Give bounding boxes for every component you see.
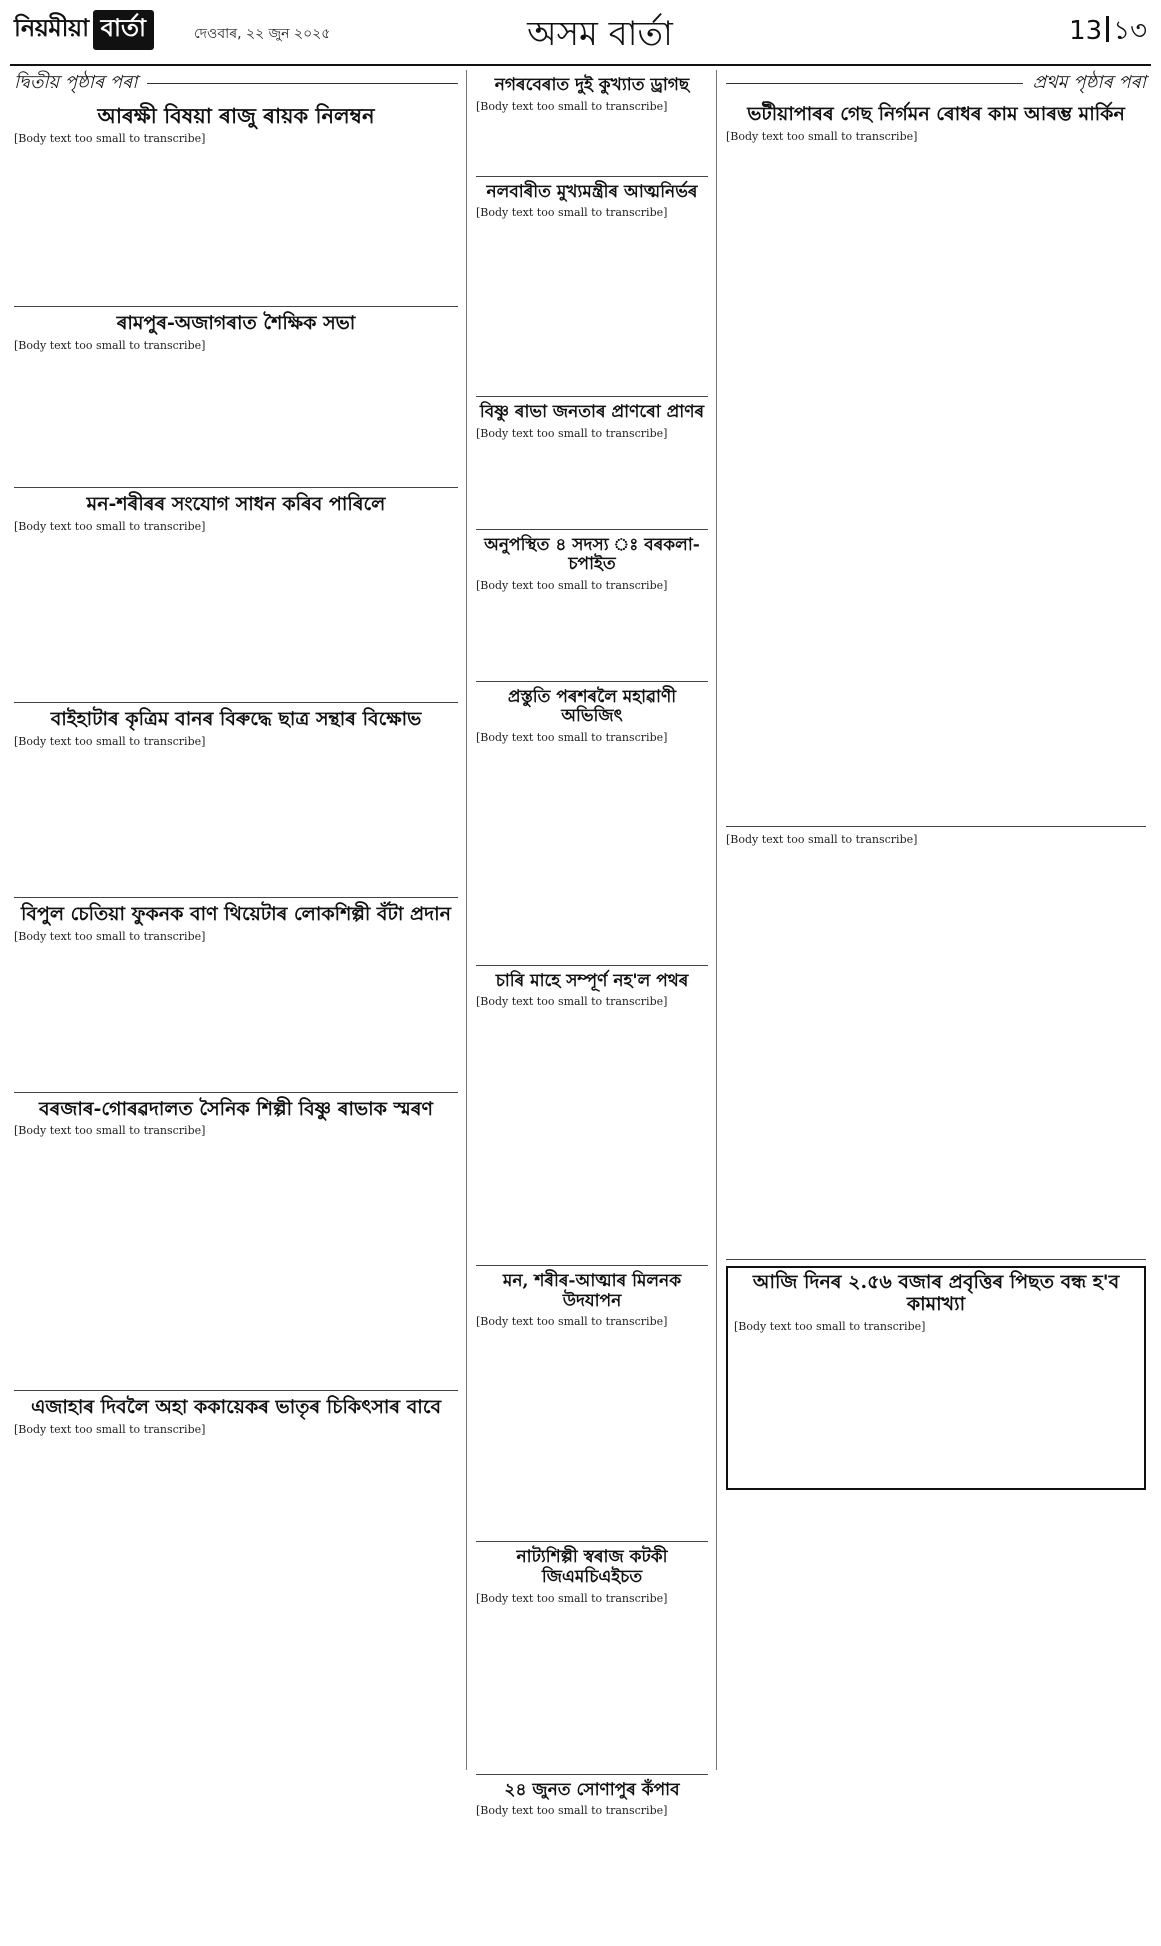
- article-headline: নলবাৰীত মুখ্যমন্ত্ৰীৰ আত্মনিৰ্ভৰ: [486, 181, 698, 202]
- article-body: [Body text too small to transcribe]: [476, 1804, 668, 1818]
- article-body: [Body text too small to transcribe]: [14, 1423, 206, 1437]
- article-headline: বিপুল চেতিয়া ফুকনক বাণ থিয়েটাৰ লোকশিল্পী বঁটা প্ৰদান: [20, 902, 452, 925]
- article-body: [Body text too small to transcribe]: [14, 519, 206, 533]
- article-headline: আৰক্ষী বিষয়া ৰাজু ৰায়ক নিলম্বন: [97, 103, 375, 128]
- article-headline: অনুপস্থিত ৪ সদস্য ঃ বৰকলা-চপাইত: [484, 534, 700, 575]
- divider: [476, 396, 708, 397]
- article-headline: নাট্যশিল্পী স্বৰাজ কটকী জিএমচিএইচত: [516, 1547, 668, 1588]
- continued-bar-right: [726, 70, 1146, 96]
- divider: [14, 702, 458, 703]
- article-body: [Body text too small to transcribe]: [14, 929, 206, 943]
- divider: [726, 826, 1146, 827]
- article-body: [Body text too small to transcribe]: [476, 1315, 668, 1329]
- article-body: [Body text too small to transcribe]: [14, 734, 206, 748]
- right-column: [726, 104, 1146, 1490]
- article-headline: এজাহাৰ দিবলৈ অহা ককায়েকৰ ভাতৃৰ চিকিৎসাৰ বাবে: [30, 1396, 442, 1419]
- divider: [476, 1774, 708, 1775]
- continued-rule-right: [726, 83, 1023, 84]
- divider: [476, 681, 708, 682]
- article-body: [Body text too small to transcribe]: [476, 206, 668, 220]
- article-body: [Body text too small to transcribe]: [476, 730, 668, 744]
- divider: [14, 487, 458, 488]
- article-headline: প্ৰস্তুতি পৰশৰলৈ মহাৱাণী অভিজিৎ: [507, 686, 677, 727]
- middle-column: [476, 76, 708, 1946]
- divider: [14, 306, 458, 307]
- divider: [476, 965, 708, 966]
- article-headline: ৰামপুৰ-অজাগৰাত শৈক্ষিক সভা: [116, 312, 356, 335]
- divider: [14, 897, 458, 898]
- divider: [476, 1541, 708, 1542]
- boxed-article: [726, 1266, 1146, 1490]
- article-headline: মন, শৰীৰ-আত্মাৰ মিলনক উদযাপন: [502, 1271, 682, 1311]
- divider: [476, 176, 708, 177]
- article-headline: ভটীয়াপাৰৰ গেছ নিৰ্গমন ৰোধৰ কাম আৰম্ভ মাৰ্কিন: [747, 103, 1125, 125]
- divider: [726, 1259, 1146, 1260]
- dateline: দেওবাৰ, ২২ জুন ২০২৫: [194, 26, 331, 42]
- article-body: [Body text too small to transcribe]: [476, 995, 668, 1009]
- article-body: [Body text too small to transcribe]: [14, 1124, 206, 1138]
- divider: [14, 1092, 458, 1093]
- article-headline: নগৰবেৰাত দুই কুখ্যাত ড্ৰাগছ: [494, 75, 690, 95]
- article-headline: আজি দিনৰ ২.৫৬ বজাৰ প্ৰবৃত্তিৰ পিছত বন্ধ হ'ব কামাখ্যা: [752, 1270, 1120, 1315]
- article-headline: বিষ্ণু ৰাভা জনতাৰ প্ৰাণৰো প্ৰাণৰ: [479, 402, 705, 423]
- article-body: [Body text too small to transcribe]: [476, 99, 668, 113]
- article-body: [Body text too small to transcribe]: [726, 832, 918, 846]
- divider: [476, 529, 708, 530]
- logo-word-1: নিয়মীয়া: [14, 14, 89, 42]
- page-number-assamese: ১৩: [1113, 16, 1147, 46]
- article-body: [Body text too small to transcribe]: [726, 129, 918, 143]
- section-title: অসম বাৰ্তা: [527, 14, 673, 54]
- column-rule: [716, 70, 717, 1770]
- column-rule: [466, 70, 467, 1770]
- article-body: [Body text too small to transcribe]: [14, 132, 206, 146]
- divider: [14, 1390, 458, 1391]
- article-body: [Body text too small to transcribe]: [476, 578, 668, 592]
- masthead-rule: [10, 64, 1151, 66]
- article-body: [Body text too small to transcribe]: [476, 1591, 668, 1605]
- continued-rule-left: [147, 83, 458, 84]
- continued-label-left: দ্বিতীয় পৃষ্ঠাৰ পৰা: [14, 71, 138, 93]
- article-headline: বৰজাৰ-গোৰৱদালত সৈনিক শিল্পী বিষ্ণু ৰাভাক স্মৰণ: [39, 1097, 433, 1120]
- article-headline: চাৰি মাহে সম্পূৰ্ণ নহ'ল পথৰ: [495, 970, 689, 991]
- page-number-latin: 13: [1069, 16, 1103, 46]
- article-headline: ২৪ জুনত সোণাপুৰ কঁপাব: [504, 1779, 680, 1800]
- article-body: [Body text too small to transcribe]: [14, 338, 206, 352]
- page-number-divider: [1106, 16, 1109, 42]
- continued-bar-left: [14, 70, 458, 96]
- page-number: [1069, 10, 1147, 54]
- article-headline: বাইহাটাৰ কৃত্ৰিম বানৰ বিৰুদ্ধে ছাত্ৰ সন্থাৰ বিক্ষোভ: [50, 707, 422, 730]
- newspaper-logo: [14, 10, 154, 50]
- left-column: [14, 104, 458, 1723]
- logo-word-2: বার্তা: [93, 10, 154, 50]
- continued-label-right: প্ৰথম পৃষ্ঠাৰ পৰা: [1032, 71, 1146, 93]
- article-body: [Body text too small to transcribe]: [476, 426, 668, 440]
- divider: [476, 1265, 708, 1266]
- article-body: [Body text too small to transcribe]: [734, 1319, 926, 1333]
- masthead: [0, 0, 1161, 62]
- article-headline: মন-শৰীৰৰ সংযোগ সাধন কৰিব পাৰিলে: [86, 492, 386, 515]
